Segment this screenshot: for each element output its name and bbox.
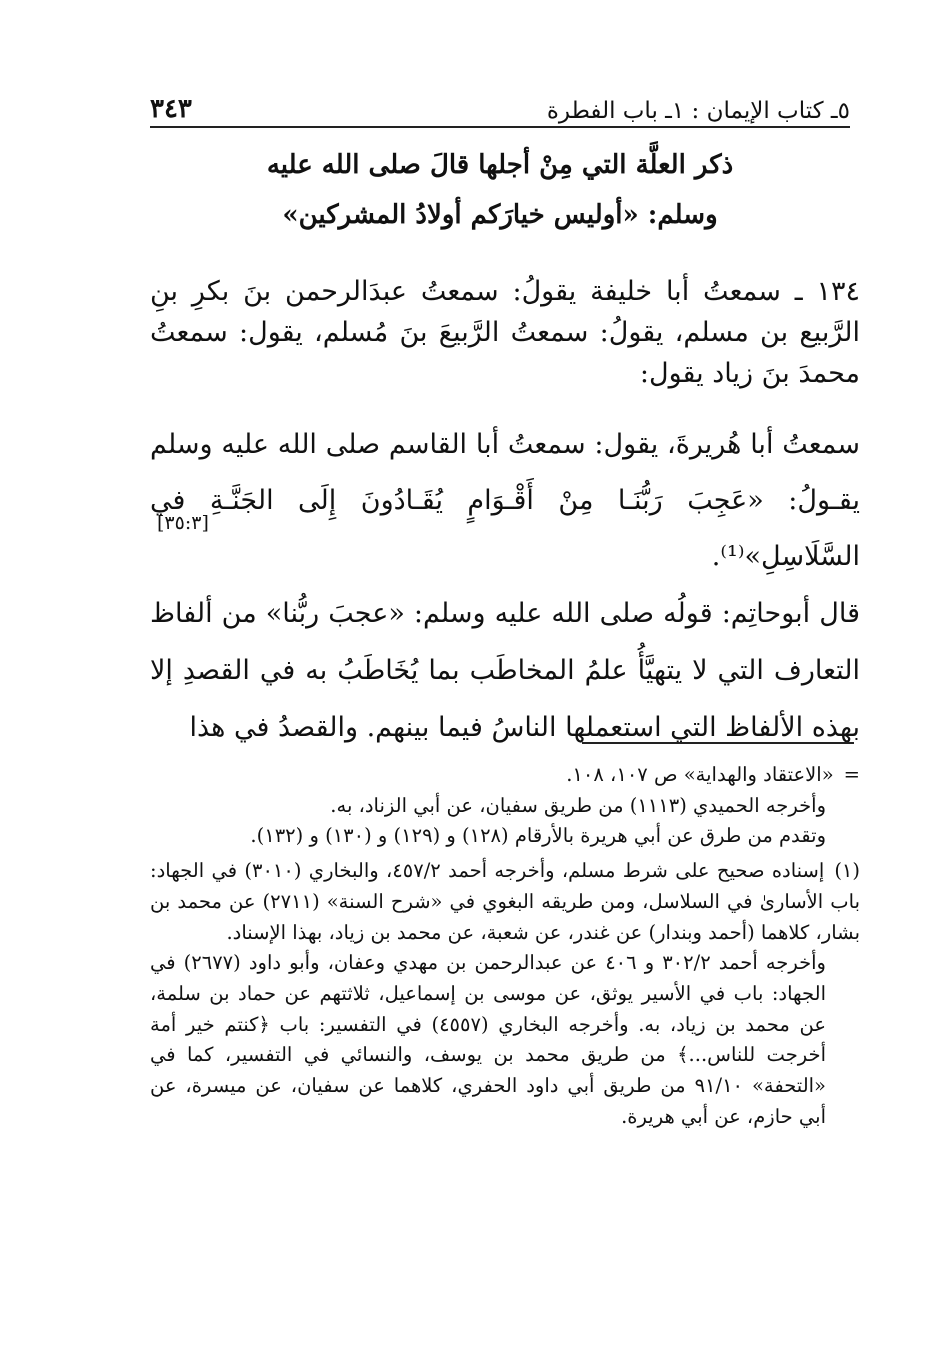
header-rule (150, 126, 850, 128)
footnote-1-text: إسناده صحيح على شرط مسلم، وأخرجه أحمد ٤٥٧/٢، والبخاري (٣٠١٠) في الجهاد: باب الأسارىٰ في السلاسل، ومن طريقه البغوي في «شرح السنة» (٢٧١١) عن محمد بن بشار، كلاهما (أحمد وبندار) عن غندر، عن شعبة، عن محمد بن زياد، بهذا الإسناد. (150, 859, 861, 944)
section-title-line-2: وسلم: «أوليس خيارَكم أولادُ المشركين» (282, 200, 718, 230)
footnote-rule (582, 742, 854, 744)
commentary: قال أبوحاتِم: قولُه صلى الله عليه وسلم: «عجبَ ربُّنا» من ألفاظ التعارف التي لا يتهيَّأُ علمُ المخاطَب بما يُخَاطَبُ به في القصدِ إلا بهذه الألفاظ التي استعملها الناسُ فيما بينهم. والقصدُ في هذا (150, 598, 860, 743)
section-title-line-1: ذكر العلَّة التي مِنْ أجلها قالَ صلى الله عليه (266, 150, 734, 180)
footnote-continued-line-1: =«الاعتقاد والهداية» ص ١٠٧، ١٠٨. (566, 763, 860, 786)
footnote-1-text-continued: وأخرجه أحمد ٣٠٢/٢ و ٤٠٦ عن عبدالرحمن بن مهدي وعفان، وأبو داود (٢٦٧٧) في الجهاد: باب في الأسير يوثق، عن موسى بن إسماعيل، ثلاثتهم عن حماد بن سلمة، عن محمد بن زياد، به. وأخرجه البخاري (٤٥٥٧) في التفسير: باب ﴿كنتم خير أمة أخرجت للناس...﴾ من طريق محمد بن يوسف، والنسائي في التفسير، كما في «التحفة» ٩١/١٠ من طريق أبي داود الحفري، كلاهما عن سفيان، عن ميسرة، عن أبي حازم، عن أبي هريرة. (150, 951, 826, 1128)
hadith-chain: ١٣٤ ـ سمعتُ أبا خليفة يقولُ: سمعتُ عبدَالرحمن بنَ بكرِ بنِ الرَّبيع بن مسلم، يقولُ: سمعتُ الرَّبيعَ بنَ مُسلم، يقول: سمعتُ محمدَ بنَ زياد يقول: (150, 276, 860, 389)
footnote-continued-line-2: وأخرجه الحميدي (١١١٣) من طريق سفيان، عن أبي الزناد، به. (330, 793, 826, 817)
hadith-text: سمعتُ أبا هُريرةَ، يقول: سمعتُ أبا القاسم صلى الله عليه وسلم يقـولُ: «عَجِبَ رَبُّنَـا مِنْ أَقْـوَامٍ يُقَـادُونَ إِلَى الجَنَّـةِ في السَّلَاسِلِ»⁽¹⁾. (150, 429, 860, 572)
chapter-heading: ٥ـ كتاب الإيمان : ١ـ باب الفطرة (546, 98, 850, 124)
footnote-1-marker: (١) (834, 859, 861, 883)
footnote-continued-line-3: وتقدم من طرق عن أبي هريرة بالأرقام (١٢٨) و (١٢٩) و (١٣٠) و (١٣٢). (250, 824, 826, 848)
footnote-1 (150, 856, 860, 1132)
running-header (150, 84, 850, 124)
reference-label: [٣٥:٣] (157, 512, 209, 534)
footnotes (150, 760, 860, 1132)
section-title (150, 140, 850, 240)
footnote-continued (150, 760, 860, 852)
page-number: ٣٤٣ (150, 94, 192, 124)
footnote-continued-marker: = (843, 763, 860, 786)
